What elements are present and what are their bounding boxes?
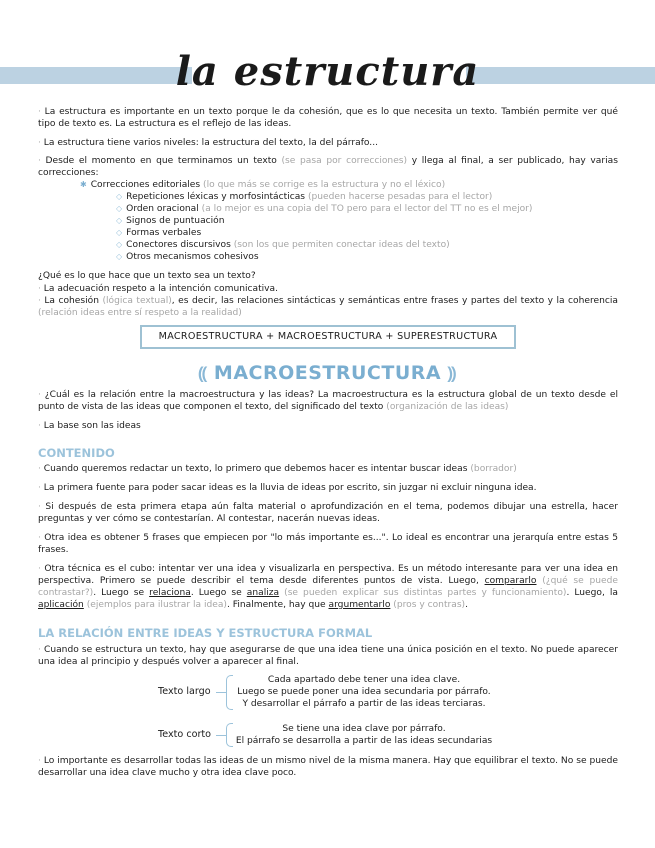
list-item: ◇ Signos de puntuación (116, 216, 225, 226)
section-heading-macro: ⸨ MACROESTRUCTURA ⸩ (198, 362, 457, 384)
list-item: ◇ Formas verbales (116, 228, 202, 238)
section-heading-relacion: LA RELACIÓN ENTRE IDEAS Y ESTRUCTURA FORMAL (38, 626, 373, 640)
contenido-paragraph-3: · Si después de esta primera etapa aún falta material o aprofundización en el tema, podemos dibujar una estrella, hacer preguntas y ver cómo se contestarían. Al contestar, nacerán nuevas ideas. (38, 502, 618, 524)
list-item: ◇ Repeticiones léxicas y morfosintácticas (pueden hacerse pesadas para el lector) (116, 192, 493, 202)
intro-paragraph-3: · Desde el momento en que terminamos un texto (se pasa por correcciones) y llega al final, a ser publicado, hay varias correcciones: (38, 156, 618, 178)
texto-largo-line-3: Y desarrollar el párrafo a partir de las ideas terciaras. (242, 699, 486, 709)
list-item: ◇ Otros mecanismos cohesivos (116, 252, 259, 262)
relacion-paragraph-1: · Cuando se estructura un texto, hay que asegurarse de que una idea tiene una única posición en el texto. No puede aparecer una idea al principio y después volver a aparecer al final. (38, 645, 618, 667)
texto-corto-line-1: Se tiene una idea clave por párrafo. (282, 724, 446, 734)
list-item: ◇ Conectores discursivos (son los que permiten conectar ideas del texto) (116, 240, 450, 250)
relacion-paragraph-2: · Lo importante es desarrollar todas las ideas de un mismo nivel de la misma manera. Hay que equilibrar el texto. No se puede desarrollar una idea clave mucho y otra idea clave poco. (38, 756, 618, 778)
formula-box: MACROESTRUCTURA + MACROESTRUCTURA + SUPERESTRUCTURA (140, 325, 516, 349)
list-item: ◇ Orden oracional (a lo mejor es una copia del TO pero para el lector del TT no es el mejor) (116, 204, 533, 214)
brace-connector (216, 692, 226, 693)
contenido-paragraph-1: · Cuando queremos redactar un texto, lo primero que debemos hacer es intentar buscar ideas (borrador) (38, 464, 517, 474)
intro-paragraph-1: · La estructura es importante en un texto porque le da cohesión, que es lo que necesita un texto. También permite ver qué tipo de texto es. La estructura es el reflejo de las ideas. (38, 107, 618, 129)
contenido-paragraph-5: · Otra técnica es el cubo: intentar ver una idea y visualizarla en perspectiva. Es un método interesante para ver una idea en perspectiva. Primero se puede describir el tema desde diferentes puntos de vista. Luego, compararlo (¿qué se puede contrastar?). Luego se relaciona. Luego se analiza (se pueden explicar sus distintas partes y funcionamiento). Luego, la aplicación (ejemplos para ilustrar la idea). Finalmente, hay que argumentarlo (pros y contras). (38, 564, 618, 610)
contenido-paragraph-2: · La primera fuente para poder sacar ideas es la lluvia de ideas por escrito, sin juzgar ni excluir ninguna idea. (38, 483, 537, 493)
texto-corto-label: Texto corto (158, 729, 212, 740)
texto-largo-line-1: Cada apartado debe tener una idea clave. (267, 675, 461, 685)
question-answer-1: · La adecuación respeto a la intención comunicativa. (38, 284, 279, 294)
contenido-paragraph-4: · Otra idea es obtener 5 frases que empiecen por "lo más importante es...". Lo ideal es encontrar una jerarquía entre estas 5 frases. (38, 533, 618, 555)
question-heading: ¿Qué es lo que hace que un texto sea un texto? (38, 271, 256, 281)
list-item-level1: ✱ Correcciones editoriales (lo que más se corrige es la estructura y no el léxico) (80, 180, 446, 190)
question-answer-2: · La cohesión (lógica textual), es decir, las relaciones sintácticas y semánticas entre frases y partes del texto y la coherencia (relación ideas entre sí respeto a la realidad) (38, 296, 618, 318)
texto-corto-line-2: El párrafo se desarrolla a partir de las ideas secundarias (235, 736, 493, 746)
texto-largo-line-2: Luego se puede poner una idea secundaria por párrafo. (237, 687, 491, 697)
macro-paragraph-2: · La base son las ideas (38, 421, 141, 431)
page-title: la estructura (175, 48, 480, 95)
brace-connector (216, 735, 226, 736)
texto-largo-label: Texto largo (158, 686, 211, 697)
macro-paragraph-1: · ¿Cuál es la relación entre la macroestructura y las ideas? La macroestructura es la estructura global de un texto desde el punto de vista de las ideas que componen el texto, del significado del texto (organización de las ideas) (38, 390, 618, 412)
section-heading-contenido: CONTENIDO (38, 446, 115, 460)
intro-paragraph-2: · La estructura tiene varios niveles: la estructura del texto, la del párrafo... (38, 138, 378, 148)
